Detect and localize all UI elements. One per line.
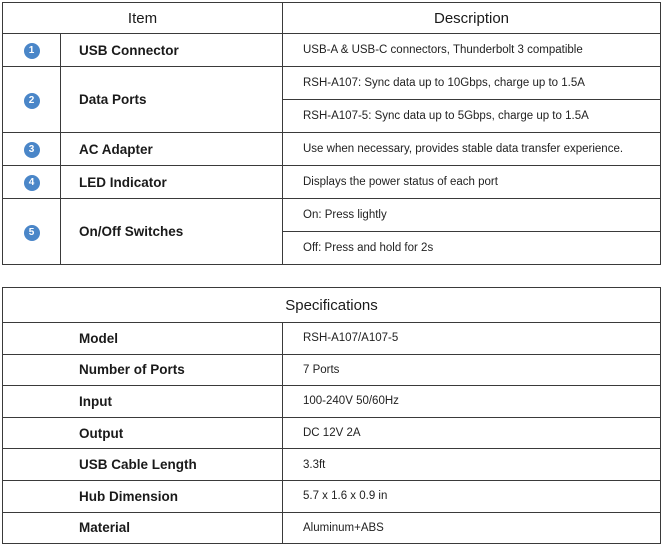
number-badge-1: 1	[24, 43, 40, 59]
spec-label: Material	[3, 512, 283, 544]
item-description: Use when necessary, provides stable data transfer experience.	[283, 133, 661, 166]
table-row	[3, 34, 661, 67]
item-name: On/Off Switches	[61, 199, 283, 265]
spec-value: RSH-A107/A107-5	[283, 323, 661, 355]
item-description: RSH-A107-5: Sync data up to 5Gbps, charge up to 1.5A	[283, 100, 661, 133]
items-header-row	[3, 3, 661, 34]
item-number-cell	[3, 166, 61, 199]
table-row	[3, 512, 661, 544]
item-description: Off: Press and hold for 2s	[283, 232, 661, 265]
item-name: Data Ports	[61, 67, 283, 133]
spec-value: 3.3ft	[283, 449, 661, 481]
table-row	[3, 417, 661, 449]
item-name: USB Connector	[61, 34, 283, 67]
table-row	[3, 133, 661, 166]
spec-label: Input	[3, 386, 283, 418]
spec-label: Hub Dimension	[3, 480, 283, 512]
description-column-header: Description	[283, 3, 661, 34]
spec-value: 100-240V 50/60Hz	[283, 386, 661, 418]
item-number-cell	[3, 34, 61, 67]
table-row	[3, 323, 661, 355]
table-row	[3, 166, 661, 199]
table-row	[3, 449, 661, 481]
table-row	[3, 480, 661, 512]
table-row	[3, 199, 661, 232]
number-badge-5: 5	[24, 225, 40, 241]
item-number-cell	[3, 133, 61, 166]
table-row	[3, 354, 661, 386]
item-name: AC Adapter	[61, 133, 283, 166]
number-badge-3: 3	[24, 142, 40, 158]
spec-label: Model	[3, 323, 283, 355]
spec-label: Output	[3, 417, 283, 449]
specs-header: Specifications	[3, 288, 661, 323]
spec-label: Number of Ports	[3, 354, 283, 386]
item-description: RSH-A107: Sync data up to 10Gbps, charge up to 1.5A	[283, 67, 661, 100]
table-row	[3, 386, 661, 418]
specs-header-row	[3, 288, 661, 323]
spec-value: DC 12V 2A	[283, 417, 661, 449]
number-badge-4: 4	[24, 175, 40, 191]
item-number-cell	[3, 199, 61, 265]
item-column-header: Item	[3, 3, 283, 34]
item-number-cell	[3, 67, 61, 133]
table-row	[3, 67, 661, 100]
spec-value: 5.7 x 1.6 x 0.9 in	[283, 480, 661, 512]
number-badge-2: 2	[24, 93, 40, 109]
items-table	[2, 2, 661, 265]
item-name: LED Indicator	[61, 166, 283, 199]
item-description: Displays the power status of each port	[283, 166, 661, 199]
item-description: USB-A & USB-C connectors, Thunderbolt 3 compatible	[283, 34, 661, 67]
spec-value: 7 Ports	[283, 354, 661, 386]
specs-table	[2, 287, 661, 544]
spec-value: Aluminum+ABS	[283, 512, 661, 544]
item-description: On: Press lightly	[283, 199, 661, 232]
spec-label: USB Cable Length	[3, 449, 283, 481]
